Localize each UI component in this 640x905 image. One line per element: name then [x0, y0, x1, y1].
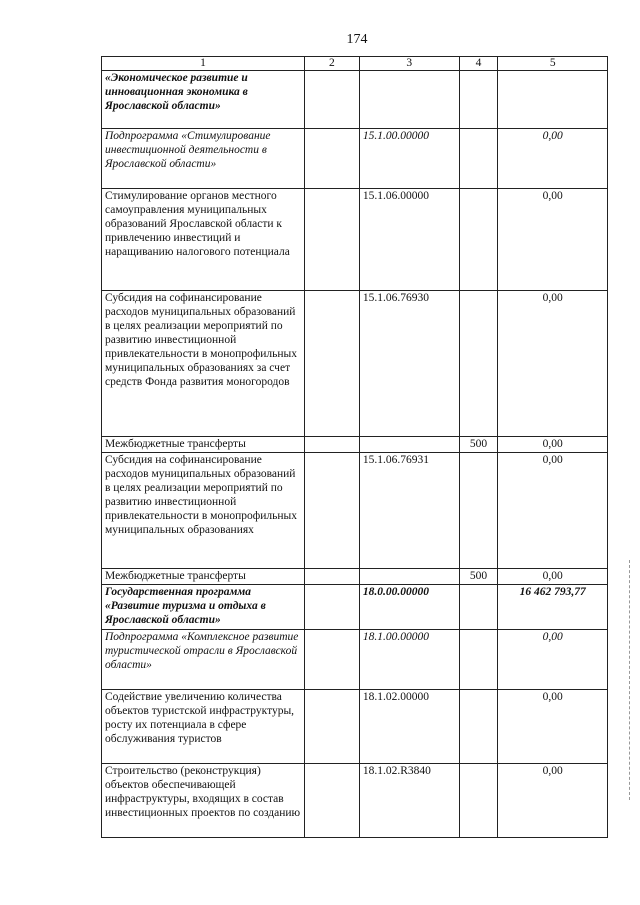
table-row [102, 764, 608, 838]
row-amount: 16 462 793,77 [498, 585, 608, 630]
row-col2 [305, 437, 360, 453]
row-code: 15.1.06.76930 [359, 291, 459, 437]
row-amount [498, 71, 608, 129]
row-name: Межбюджетные трансферты [102, 569, 305, 585]
row-amount: 0,00 [498, 764, 608, 838]
row-kind [459, 71, 498, 129]
row-code: 18.0.00.00000 [359, 585, 459, 630]
row-col2 [305, 291, 360, 437]
row-kind [459, 453, 498, 569]
row-name: Субсидия на софинансирование расходов муниципальных образований в целях реализации мероприятий по развитию инвестиционной привлекательности в монопрофильных муниципальных образованиях за счет средств Фонда развития моногородов [102, 291, 305, 437]
row-kind [459, 630, 498, 690]
row-code: 15.1.06.00000 [359, 189, 459, 291]
row-col2 [305, 129, 360, 189]
row-code: 18.1.02.R3840 [359, 764, 459, 838]
row-name: Стимулирование органов местного самоуправления муниципальных образований Ярославской области к привлечению инвестиций и наращиванию налогового потенциала [102, 189, 305, 291]
header-cell: 5 [498, 57, 608, 71]
row-amount: 0,00 [498, 569, 608, 585]
row-code: 18.1.02.00000 [359, 690, 459, 764]
row-kind [459, 690, 498, 764]
table-row [102, 569, 608, 585]
table-row [102, 690, 608, 764]
row-name: Межбюджетные трансферты [102, 437, 305, 453]
header-cell: 3 [359, 57, 459, 71]
row-kind: 500 [459, 569, 498, 585]
table-row [102, 453, 608, 569]
row-col2 [305, 453, 360, 569]
header-cell: 4 [459, 57, 498, 71]
row-col2 [305, 71, 360, 129]
row-kind [459, 291, 498, 437]
header-row [102, 57, 608, 71]
row-col2 [305, 690, 360, 764]
row-col2 [305, 189, 360, 291]
row-code [359, 71, 459, 129]
row-name: Содействие увеличению количества объектов туристской инфраструктуры, росту их потенциала в сфере обслуживания туристов [102, 690, 305, 764]
table-row [102, 129, 608, 189]
row-name: «Экономическое развитие и инновационная экономика в Ярославской области» [102, 71, 305, 129]
row-kind: 500 [459, 437, 498, 453]
row-code [359, 569, 459, 585]
row-amount: 0,00 [498, 291, 608, 437]
row-amount: 0,00 [498, 453, 608, 569]
row-col2 [305, 569, 360, 585]
table-row [102, 585, 608, 630]
row-name: Подпрограмма «Комплексное развитие туристической отрасли в Ярославской области» [102, 630, 305, 690]
row-kind [459, 764, 498, 838]
row-name: Строительство (реконструкция) объектов обеспечивающей инфраструктуры, входящих в состав инвестиционных проектов по созданию [102, 764, 305, 838]
table-row [102, 71, 608, 129]
row-code: 15.1.06.76931 [359, 453, 459, 569]
row-name: Подпрограмма «Стимулирование инвестиционной деятельности в Ярославской области» [102, 129, 305, 189]
row-amount: 0,00 [498, 437, 608, 453]
table-row [102, 291, 608, 437]
table-row [102, 189, 608, 291]
row-kind [459, 129, 498, 189]
row-amount: 0,00 [498, 189, 608, 291]
row-kind [459, 585, 498, 630]
row-amount: 0,00 [498, 630, 608, 690]
row-code: 15.1.00.00000 [359, 129, 459, 189]
row-code [359, 437, 459, 453]
row-name: Субсидия на софинансирование расходов муниципальных образований в целях реализации мероприятий по развитию инвестиционной привлекательности в монопрофильных муниципальных образованиях [102, 453, 305, 569]
row-col2 [305, 630, 360, 690]
table-row [102, 630, 608, 690]
scan-edge-mark [629, 560, 631, 800]
row-kind [459, 189, 498, 291]
row-col2 [305, 585, 360, 630]
row-col2 [305, 764, 360, 838]
page-number: 174 [346, 32, 368, 47]
row-amount: 0,00 [498, 129, 608, 189]
row-code: 18.1.00.00000 [359, 630, 459, 690]
header-cell: 1 [102, 57, 305, 71]
row-name: Государственная программа «Развитие туризма и отдыха в Ярославской области» [102, 585, 305, 630]
budget-table [101, 56, 608, 838]
table-row [102, 437, 608, 453]
row-amount: 0,00 [498, 690, 608, 764]
header-cell: 2 [305, 57, 360, 71]
